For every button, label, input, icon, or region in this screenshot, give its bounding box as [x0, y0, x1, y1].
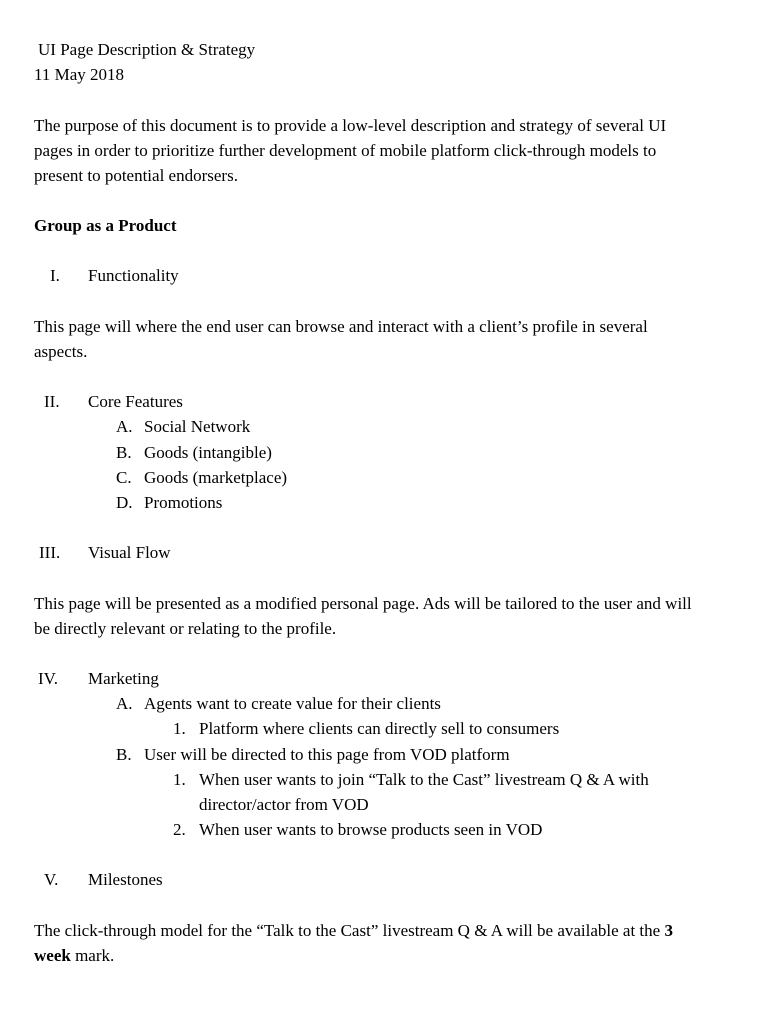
marketing-item-b: User will be directed to this page from VOD platform [144, 745, 510, 764]
marketing-item-a: Agents want to create value for their clients [144, 694, 441, 713]
numeral-iii: III. [39, 543, 61, 562]
numeral-ii: II. [44, 392, 60, 411]
list-letter: C. [116, 468, 132, 487]
list-letter: A. [116, 417, 133, 436]
core-features-heading: Core Features [88, 392, 183, 411]
list-letter: A. [116, 694, 133, 713]
list-item-goods-marketplace: Goods (marketplace) [144, 468, 288, 487]
list-letter: B. [116, 443, 132, 462]
visual-flow-para-line-1: This page will be presented as a modified personal page. Ads will be tailored to the user and will [34, 594, 692, 613]
marketing-item-b-2: When user wants to browse products seen in VOD [199, 820, 543, 839]
milestones-bold-3: 3 [664, 921, 673, 940]
numeral-v: V. [44, 870, 59, 889]
functionality-heading: Functionality [88, 266, 179, 285]
list-number: 2. [173, 820, 186, 839]
document-title: UI Page Description & Strategy [38, 40, 256, 59]
milestones-heading: Milestones [88, 870, 163, 889]
marketing-item-a-1: Platform where clients can directly sell to consumers [199, 719, 560, 738]
marketing-item-b-1-line-1: When user wants to join “Talk to the Cast” livestream Q & A with [199, 770, 649, 789]
document-date: 11 May 2018 [34, 65, 125, 84]
section-heading [34, 216, 176, 236]
list-number: 1. [173, 770, 186, 789]
numeral-i: I. [50, 266, 60, 285]
intro-line-3: present to potential endorsers. [34, 166, 238, 185]
numeral-iv: IV. [38, 669, 58, 688]
functionality-para-line-1: This page will where the end user can browse and interact with a client’s profile in several [34, 317, 648, 336]
intro-line-2: pages in order to prioritize further development of mobile platform click-through models to [34, 141, 657, 160]
milestones-para-line-2 [34, 946, 114, 966]
section-heading-text: Group as a Product [34, 216, 177, 235]
visual-flow-heading: Visual Flow [88, 543, 171, 562]
list-number: 1. [173, 719, 186, 738]
milestones-para-text: The click-through model for the “Talk to the Cast” livestream Q & A will be available at the [34, 921, 661, 940]
milestones-para-line-1 [34, 921, 673, 941]
list-letter: B. [116, 745, 132, 764]
visual-flow-para-line-2: be directly relevant or relating to the profile. [34, 619, 337, 638]
list-item-promotions: Promotions [144, 493, 223, 512]
marketing-heading: Marketing [88, 669, 159, 688]
list-item-social-network: Social Network [144, 417, 251, 436]
list-letter: D. [116, 493, 133, 512]
intro-line-1: The purpose of this document is to provide a low-level description and strategy of several UI [34, 116, 667, 135]
functionality-para-line-2: aspects. [34, 342, 88, 361]
list-item-goods-intangible: Goods (intangible) [144, 443, 272, 462]
milestones-para-text-end: mark. [70, 946, 115, 965]
marketing-item-b-1-line-2: director/actor from VOD [199, 795, 369, 814]
milestones-bold-week: week [34, 946, 71, 965]
